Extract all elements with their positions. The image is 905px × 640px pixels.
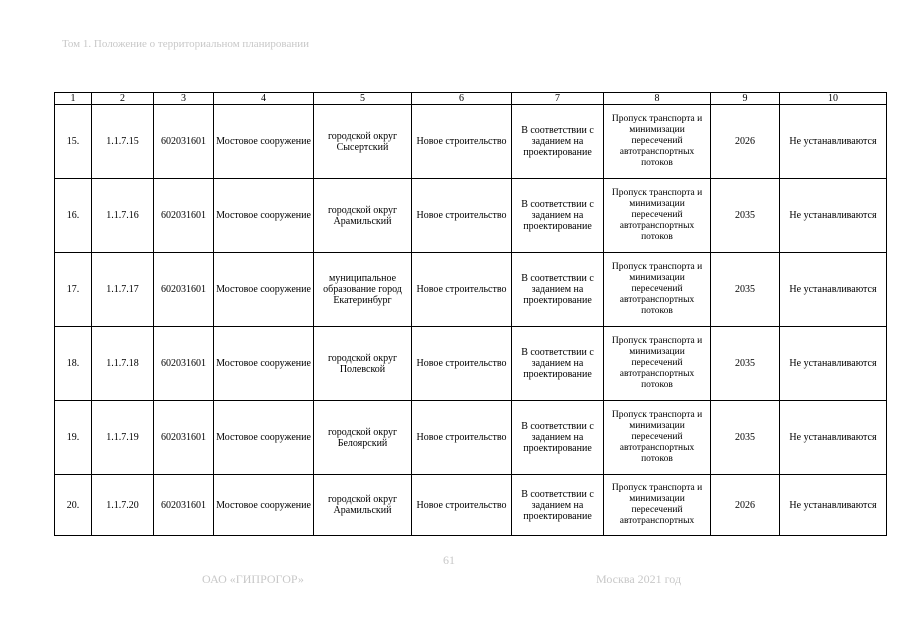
table-row bbox=[55, 475, 887, 536]
object-code-cell: 1.1.7.19 bbox=[92, 401, 154, 475]
construction-type-cell: Новое строительство bbox=[412, 327, 512, 401]
row-number-cell: 18. bbox=[55, 327, 92, 401]
characteristics-cell: В соответствии с заданием на проектирование bbox=[512, 105, 604, 179]
object-type-code-cell: 602031601 bbox=[154, 105, 214, 179]
column-number-header: 4 bbox=[214, 93, 314, 105]
table-row bbox=[55, 253, 887, 327]
construction-type-cell: Новое строительство bbox=[412, 179, 512, 253]
column-number-header: 3 bbox=[154, 93, 214, 105]
protection-zone-cell: Не устанавливаются bbox=[780, 105, 887, 179]
object-code-cell: 1.1.7.15 bbox=[92, 105, 154, 179]
location-cell: городской округ Арамильский bbox=[314, 475, 412, 536]
completion-year-cell: 2026 bbox=[711, 475, 780, 536]
table-row bbox=[55, 179, 887, 253]
purpose-cell: Пропуск транспорта и минимизации пересечений автотранспортных потоков bbox=[604, 401, 711, 475]
location-cell: городской округ Полевской bbox=[314, 327, 412, 401]
row-number-cell: 15. bbox=[55, 105, 92, 179]
location-cell: городской округ Белоярский bbox=[314, 401, 412, 475]
object-name-cell: Мостовое сооружение bbox=[214, 401, 314, 475]
object-type-code-cell: 602031601 bbox=[154, 179, 214, 253]
protection-zone-cell: Не устанавливаются bbox=[780, 475, 887, 536]
column-number-header: 8 bbox=[604, 93, 711, 105]
row-number-cell: 20. bbox=[55, 475, 92, 536]
object-code-cell: 1.1.7.20 bbox=[92, 475, 154, 536]
object-name-cell: Мостовое сооружение bbox=[214, 475, 314, 536]
objects-table bbox=[54, 92, 887, 536]
characteristics-cell: В соответствии с заданием на проектирование bbox=[512, 179, 604, 253]
completion-year-cell: 2035 bbox=[711, 179, 780, 253]
characteristics-cell: В соответствии с заданием на проектирование bbox=[512, 401, 604, 475]
object-name-cell: Мостовое сооружение bbox=[214, 179, 314, 253]
object-code-cell: 1.1.7.18 bbox=[92, 327, 154, 401]
object-type-code-cell: 602031601 bbox=[154, 401, 214, 475]
row-number-cell: 17. bbox=[55, 253, 92, 327]
row-number-cell: 19. bbox=[55, 401, 92, 475]
page-number: 61 bbox=[443, 553, 455, 567]
column-number-header: 7 bbox=[512, 93, 604, 105]
object-name-cell: Мостовое сооружение bbox=[214, 253, 314, 327]
document-header: Том 1. Положение о территориальном планировании bbox=[62, 38, 310, 50]
column-number-header: 5 bbox=[314, 93, 412, 105]
object-type-code-cell: 602031601 bbox=[154, 253, 214, 327]
purpose-cell: Пропуск транспорта и минимизации пересечений автотранспортных потоков bbox=[604, 327, 711, 401]
protection-zone-cell: Не устанавливаются bbox=[780, 253, 887, 327]
construction-type-cell: Новое строительство bbox=[412, 253, 512, 327]
object-type-code-cell: 602031601 bbox=[154, 327, 214, 401]
purpose-cell: Пропуск транспорта и минимизации пересечений автотранспортных потоков bbox=[604, 105, 711, 179]
table-row bbox=[55, 401, 887, 475]
footer-city-year: Москва 2021 год bbox=[596, 572, 682, 586]
column-number-header: 1 bbox=[55, 93, 92, 105]
completion-year-cell: 2035 bbox=[711, 401, 780, 475]
table-row bbox=[55, 327, 887, 401]
row-number-cell: 16. bbox=[55, 179, 92, 253]
table-header-row bbox=[55, 93, 887, 105]
protection-zone-cell: Не устанавливаются bbox=[780, 327, 887, 401]
construction-type-cell: Новое строительство bbox=[412, 401, 512, 475]
object-name-cell: Мостовое сооружение bbox=[214, 327, 314, 401]
completion-year-cell: 2035 bbox=[711, 253, 780, 327]
completion-year-cell: 2035 bbox=[711, 327, 780, 401]
protection-zone-cell: Не устанавливаются bbox=[780, 401, 887, 475]
object-code-cell: 1.1.7.16 bbox=[92, 179, 154, 253]
construction-type-cell: Новое строительство bbox=[412, 475, 512, 536]
completion-year-cell: 2026 bbox=[711, 105, 780, 179]
table-row bbox=[55, 105, 887, 179]
purpose-cell: Пропуск транспорта и минимизации пересечений автотранспортных bbox=[604, 475, 711, 536]
protection-zone-cell: Не устанавливаются bbox=[780, 179, 887, 253]
object-name-cell: Мостовое сооружение bbox=[214, 105, 314, 179]
location-cell: муниципальное образование город Екатеринбург bbox=[314, 253, 412, 327]
purpose-cell: Пропуск транспорта и минимизации пересечений автотранспортных потоков bbox=[604, 179, 711, 253]
column-number-header: 2 bbox=[92, 93, 154, 105]
location-cell: городской округ Сысертский bbox=[314, 105, 412, 179]
construction-type-cell: Новое строительство bbox=[412, 105, 512, 179]
location-cell: городской округ Арамильский bbox=[314, 179, 412, 253]
footer-organization: ОАО «ГИПРОГОР» bbox=[202, 572, 304, 586]
object-code-cell: 1.1.7.17 bbox=[92, 253, 154, 327]
characteristics-cell: В соответствии с заданием на проектирование bbox=[512, 475, 604, 536]
purpose-cell: Пропуск транспорта и минимизации пересечений автотранспортных потоков bbox=[604, 253, 711, 327]
object-type-code-cell: 602031601 bbox=[154, 475, 214, 536]
characteristics-cell: В соответствии с заданием на проектирование bbox=[512, 327, 604, 401]
column-number-header: 10 bbox=[780, 93, 887, 105]
column-number-header: 6 bbox=[412, 93, 512, 105]
column-number-header: 9 bbox=[711, 93, 780, 105]
characteristics-cell: В соответствии с заданием на проектирование bbox=[512, 253, 604, 327]
